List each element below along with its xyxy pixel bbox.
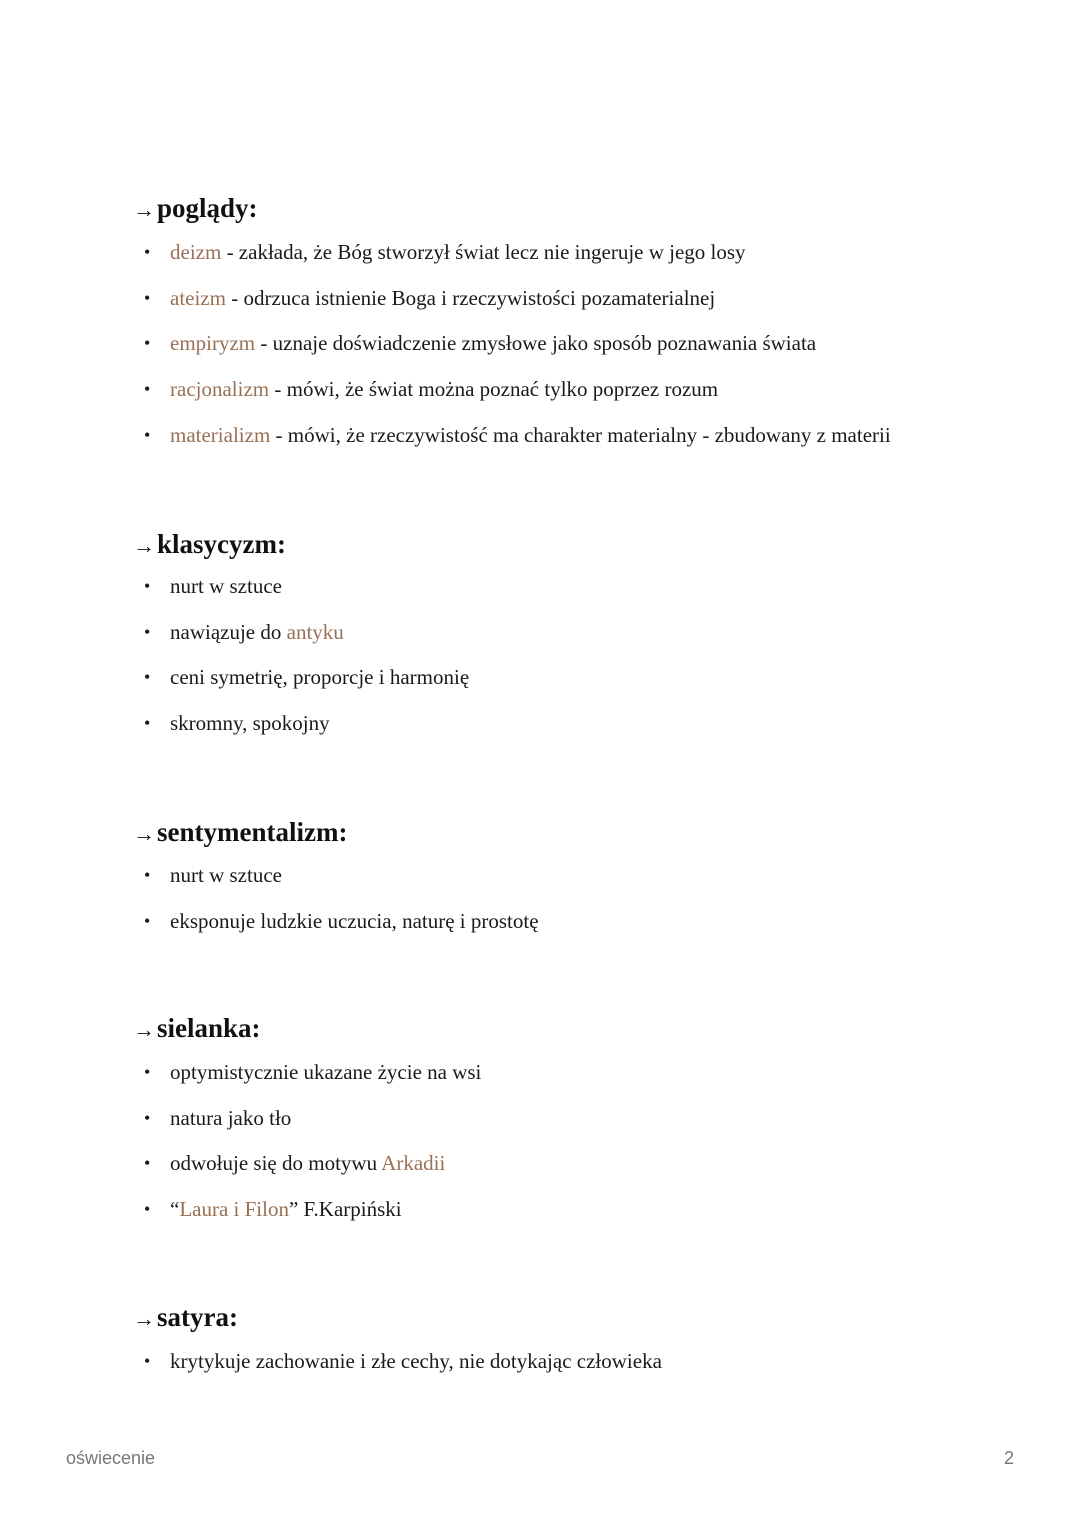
- section-heading: [133, 1011, 1013, 1045]
- accent-term: antyku: [286, 619, 344, 644]
- accent-term: Laura i Filon: [179, 1197, 289, 1222]
- list-item: [133, 321, 1013, 367]
- accent-term: Arkadii: [381, 1151, 446, 1176]
- bullet-icon: •: [144, 1199, 151, 1220]
- bullet-icon: •: [144, 576, 151, 596]
- list-item: [133, 655, 1013, 701]
- list-item: [133, 230, 1013, 276]
- list-item: [133, 701, 1013, 747]
- section-klasycyzm: [133, 527, 1013, 747]
- section-heading: [133, 191, 1013, 225]
- item-text: nurt w sztuce: [170, 863, 282, 887]
- bullet-icon: •: [144, 333, 151, 354]
- section-title: satyra:: [157, 1302, 238, 1332]
- list-item: [133, 276, 1013, 322]
- section-title: sentymentalizm:: [157, 817, 348, 847]
- list-item: [133, 564, 1013, 610]
- list-item: [133, 1339, 1013, 1385]
- arrow-icon: →: [133, 533, 155, 558]
- section-heading: [133, 1300, 1013, 1334]
- item-text: ” F.Karpiński: [288, 1197, 402, 1222]
- arrow-icon: →: [133, 197, 155, 222]
- section-sentymentalizm: [133, 815, 1013, 944]
- item-text: krytykuje zachowanie i złe cechy, nie dotykając człowieka: [170, 1349, 662, 1373]
- item-text: odwołuje się do motywu: [170, 1151, 382, 1176]
- section-title: poglądy:: [157, 193, 258, 223]
- list-item: [133, 413, 1013, 459]
- bullet-list: [133, 230, 1013, 458]
- definition: - uznaje doświadczenie zmysłowe jako sposób poznawania świata: [255, 331, 817, 356]
- definition: - odrzuca istnienie Boga i rzeczywistości pozamaterialnej: [225, 285, 716, 310]
- arrow-icon: →: [133, 1017, 155, 1042]
- term: empiryzm: [170, 331, 256, 356]
- bullet-icon: •: [144, 1351, 151, 1371]
- list-item: [133, 1096, 1013, 1142]
- list-item: [133, 1141, 1013, 1187]
- open-quote: “: [170, 1197, 180, 1222]
- definition: - zakłada, że Bóg stworzył świat lecz nie ingeruje w jego losy: [221, 240, 746, 264]
- bullet-icon: •: [144, 865, 151, 885]
- section-title: klasycyzm:: [157, 529, 286, 559]
- item-text: ceni symetrię, proporcje i harmonię: [170, 665, 470, 690]
- list-item: [133, 1187, 1013, 1233]
- item-text: optymistycznie ukazane życie na wsi: [170, 1060, 482, 1084]
- item-text: skromny, spokojny: [170, 711, 330, 736]
- bullet-icon: •: [144, 667, 151, 688]
- arrow-icon: →: [133, 821, 155, 846]
- bullet-icon: •: [144, 621, 151, 642]
- list-item: [133, 853, 1013, 899]
- bullet-list: [133, 564, 1013, 747]
- bullet-icon: •: [144, 910, 151, 931]
- section-heading: [133, 527, 1013, 561]
- term: materializm: [170, 422, 271, 447]
- bullet-list: [133, 853, 1013, 944]
- item-text: eksponuje ludzkie uczucia, naturę i prostotę: [170, 908, 539, 933]
- page-number: 2: [1003, 1448, 1014, 1468]
- section-sielanka: [133, 1011, 1013, 1233]
- definition: - mówi, że świat można poznać tylko poprzez rozum: [269, 377, 719, 402]
- term: deizm: [170, 240, 222, 264]
- bullet-list: [133, 1050, 1013, 1233]
- bullet-list: [133, 1339, 1013, 1385]
- section-poglady: [133, 191, 1013, 458]
- footer-title: oświecenie: [66, 1448, 156, 1468]
- section-title: sielanka:: [157, 1013, 261, 1043]
- bullet-icon: •: [144, 287, 151, 308]
- item-text: nawiązuje do: [170, 619, 287, 644]
- term: ateizm: [170, 285, 226, 310]
- bullet-icon: •: [144, 424, 151, 445]
- bullet-icon: •: [144, 713, 151, 734]
- list-item: [133, 367, 1013, 413]
- bullet-icon: •: [144, 242, 151, 262]
- item-text: natura jako tło: [170, 1105, 292, 1130]
- list-item: [133, 899, 1013, 945]
- section-satyra: [133, 1300, 1013, 1385]
- arrow-icon: →: [133, 1306, 155, 1331]
- term: racjonalizm: [170, 377, 270, 402]
- bullet-icon: •: [144, 1107, 151, 1128]
- bullet-icon: •: [144, 1062, 151, 1082]
- bullet-icon: •: [144, 379, 151, 400]
- section-heading: [133, 815, 1013, 849]
- list-item: [133, 1050, 1013, 1096]
- list-item: [133, 610, 1013, 656]
- definition: - mówi, że rzeczywistość ma charakter materialny - zbudowany z materii: [270, 422, 891, 447]
- bullet-icon: •: [144, 1153, 151, 1174]
- item-text: nurt w sztuce: [170, 574, 282, 598]
